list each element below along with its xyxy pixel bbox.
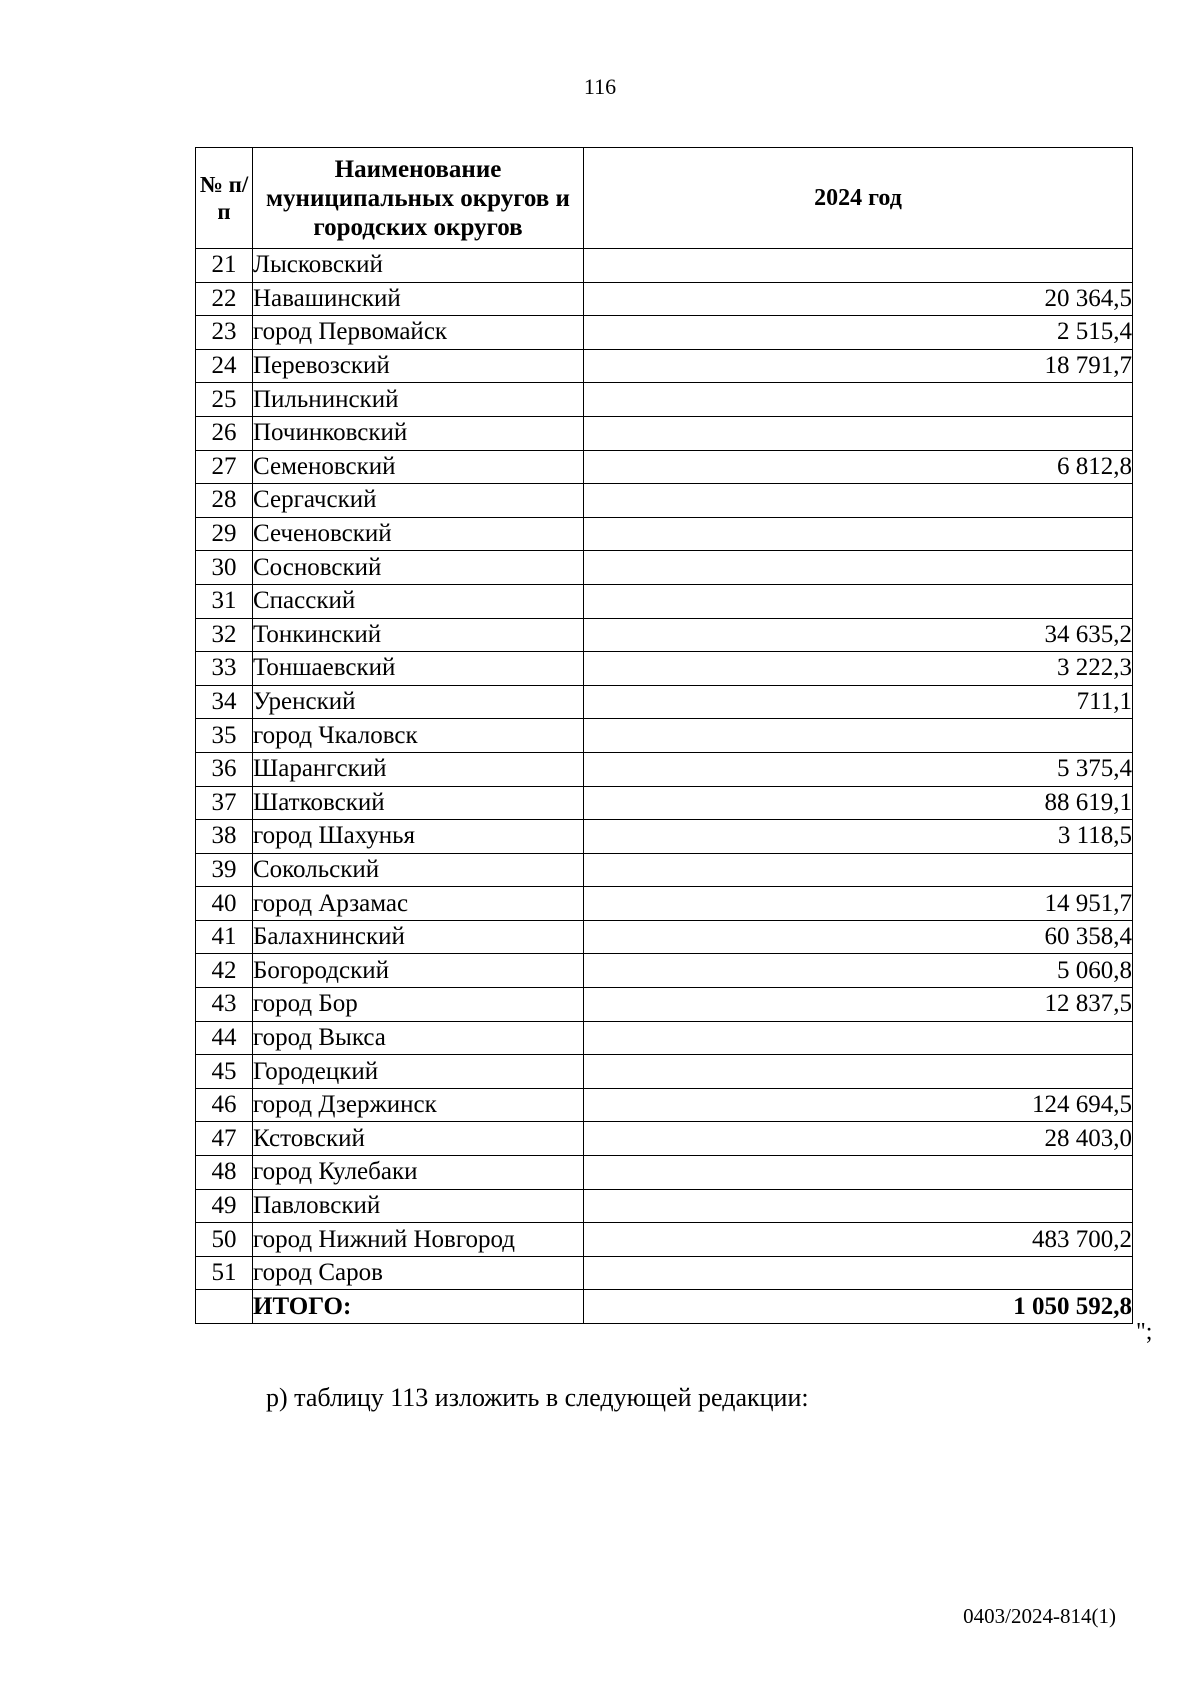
row-number: 30 [196, 551, 253, 585]
row-name: Сеченовский [253, 517, 584, 551]
total-value: 1 050 592,8 [584, 1290, 1133, 1324]
row-name: Пильнинский [253, 383, 584, 417]
row-number: 29 [196, 517, 253, 551]
row-name: Кстовский [253, 1122, 584, 1156]
row-number: 51 [196, 1256, 253, 1290]
table-row [196, 685, 1133, 719]
row-name: Шатковский [253, 786, 584, 820]
table-row [196, 920, 1133, 954]
row-number: 21 [196, 249, 253, 283]
row-number: 33 [196, 652, 253, 686]
row-value [584, 853, 1133, 887]
row-number: 22 [196, 282, 253, 316]
row-name: Лысковский [253, 249, 584, 283]
row-number: 43 [196, 988, 253, 1022]
row-name: Балахнинский [253, 920, 584, 954]
table-row [196, 618, 1133, 652]
table-row [196, 316, 1133, 350]
row-value: 12 837,5 [584, 988, 1133, 1022]
row-value: 88 619,1 [584, 786, 1133, 820]
row-name: город Арзамас [253, 887, 584, 921]
header-number: № п/п [196, 148, 253, 249]
budget-table [195, 147, 1133, 1324]
row-value: 483 700,2 [584, 1223, 1133, 1257]
row-name: город Выкса [253, 1021, 584, 1055]
row-name: город Саров [253, 1256, 584, 1290]
row-name: Богородский [253, 954, 584, 988]
table-row [196, 1223, 1133, 1257]
row-name: город Дзержинск [253, 1088, 584, 1122]
row-value: 2 515,4 [584, 316, 1133, 350]
table-row [196, 584, 1133, 618]
row-name: Тоншаевский [253, 652, 584, 686]
table-row [196, 1055, 1133, 1089]
table-row [196, 954, 1133, 988]
row-value: 124 694,5 [584, 1088, 1133, 1122]
row-name: Сосновский [253, 551, 584, 585]
row-value [584, 1189, 1133, 1223]
row-number: 32 [196, 618, 253, 652]
row-number: 31 [196, 584, 253, 618]
table-row [196, 887, 1133, 921]
row-name: Сергачский [253, 484, 584, 518]
table-header [196, 148, 1133, 249]
table-row [196, 988, 1133, 1022]
header-name: Наименование муниципальных округов и городских округов [253, 148, 584, 249]
table-row [196, 416, 1133, 450]
row-value [584, 484, 1133, 518]
row-number: 45 [196, 1055, 253, 1089]
row-name: город Шахунья [253, 820, 584, 854]
row-name: Спасский [253, 584, 584, 618]
row-number: 26 [196, 416, 253, 450]
table-row [196, 1256, 1133, 1290]
table-row [196, 652, 1133, 686]
row-name: город Первомайск [253, 316, 584, 350]
row-number: 47 [196, 1122, 253, 1156]
row-number: 49 [196, 1189, 253, 1223]
table-row [196, 752, 1133, 786]
row-value: 6 812,8 [584, 450, 1133, 484]
row-number: 50 [196, 1223, 253, 1257]
row-value [584, 551, 1133, 585]
row-name: город Чкаловск [253, 719, 584, 753]
row-value: 711,1 [584, 685, 1133, 719]
row-name: город Нижний Новгород [253, 1223, 584, 1257]
row-name: Уренский [253, 685, 584, 719]
row-value: 5 375,4 [584, 752, 1133, 786]
row-name: Городецкий [253, 1055, 584, 1089]
table-row [196, 383, 1133, 417]
row-value [584, 1156, 1133, 1190]
table-body [196, 249, 1133, 1324]
row-number: 25 [196, 383, 253, 417]
header-year: 2024 год [584, 148, 1133, 249]
row-number: 23 [196, 316, 253, 350]
row-name: город Кулебаки [253, 1156, 584, 1190]
row-value: 18 791,7 [584, 349, 1133, 383]
table-row [196, 853, 1133, 887]
row-number: 24 [196, 349, 253, 383]
row-value: 34 635,2 [584, 618, 1133, 652]
table-row [196, 786, 1133, 820]
row-value [584, 383, 1133, 417]
row-name: Павловский [253, 1189, 584, 1223]
row-number: 42 [196, 954, 253, 988]
table-row [196, 551, 1133, 585]
row-name: Семеновский [253, 450, 584, 484]
table-row [196, 282, 1133, 316]
table-row [196, 719, 1133, 753]
row-value [584, 1021, 1133, 1055]
row-name: Починковский [253, 416, 584, 450]
table-row [196, 1122, 1133, 1156]
table-row [196, 349, 1133, 383]
table-row [196, 1189, 1133, 1223]
table-row [196, 484, 1133, 518]
row-number: 40 [196, 887, 253, 921]
row-number: 38 [196, 820, 253, 854]
table-row [196, 1156, 1133, 1190]
row-value [584, 584, 1133, 618]
instruction-text: р) таблицу 113 изложить в следующей редакции: [266, 1383, 809, 1412]
row-value: 20 364,5 [584, 282, 1133, 316]
table-row [196, 450, 1133, 484]
row-name: Навашинский [253, 282, 584, 316]
row-number: 36 [196, 752, 253, 786]
total-number-cell [196, 1290, 253, 1324]
row-value [584, 517, 1133, 551]
row-name: город Бор [253, 988, 584, 1022]
row-value [584, 416, 1133, 450]
total-row [196, 1290, 1133, 1324]
row-value: 3 118,5 [584, 820, 1133, 854]
row-number: 35 [196, 719, 253, 753]
row-number: 48 [196, 1156, 253, 1190]
row-value [584, 719, 1133, 753]
row-value [584, 249, 1133, 283]
row-value: 28 403,0 [584, 1122, 1133, 1156]
page-number: 116 [583, 74, 617, 99]
row-number: 46 [196, 1088, 253, 1122]
row-name: Тонкинский [253, 618, 584, 652]
table-row [196, 517, 1133, 551]
row-name: Сокольский [253, 853, 584, 887]
row-value: 5 060,8 [584, 954, 1133, 988]
table-row [196, 1088, 1133, 1122]
row-number: 27 [196, 450, 253, 484]
closing-quote-mark: "; [1136, 1319, 1153, 1345]
row-name: Перевозский [253, 349, 584, 383]
row-number: 37 [196, 786, 253, 820]
total-label: ИТОГО: [253, 1290, 584, 1324]
row-value [584, 1055, 1133, 1089]
table-row [196, 249, 1133, 283]
row-value [584, 1256, 1133, 1290]
row-number: 41 [196, 920, 253, 954]
row-number: 34 [196, 685, 253, 719]
row-number: 39 [196, 853, 253, 887]
table-row [196, 820, 1133, 854]
table-row [196, 1021, 1133, 1055]
row-number: 28 [196, 484, 253, 518]
row-name: Шарангский [253, 752, 584, 786]
row-value: 60 358,4 [584, 920, 1133, 954]
document-code: 0403/2024-814(1) [963, 1604, 1116, 1628]
row-value: 3 222,3 [584, 652, 1133, 686]
row-number: 44 [196, 1021, 253, 1055]
row-value: 14 951,7 [584, 887, 1133, 921]
